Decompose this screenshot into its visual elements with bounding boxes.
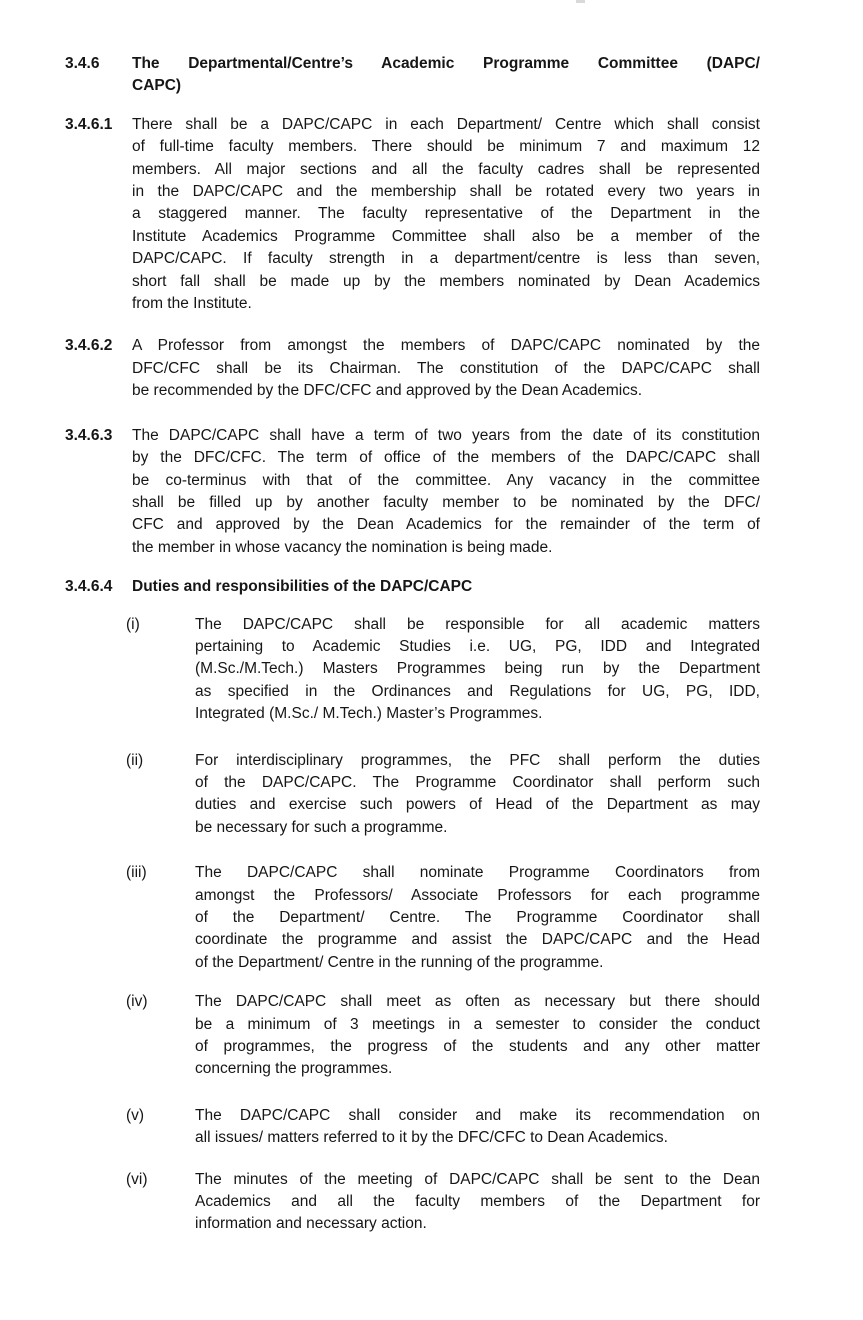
text-line: Institute Academics Programme Committee shall also be a member of the	[132, 227, 760, 245]
section-number: 3.4.6.1	[65, 115, 113, 133]
text-line: DAPC/CAPC. If faculty strength in a department/centre is less than seven,	[132, 250, 760, 268]
text-line: DFC/CFC shall be its Chairman. The constitution of the DAPC/CAPC shall	[132, 359, 760, 377]
text-line: Duties and responsibilities of the DAPC/CAPC	[132, 578, 473, 596]
section-text	[132, 114, 760, 316]
text-line: of the DAPC/CAPC. The Programme Coordinator shall perform such	[195, 773, 760, 791]
list-item	[126, 614, 760, 726]
list-item-text	[195, 991, 760, 1081]
text-line: as specified in the Ordinances and Regulations for UG, PG, IDD,	[195, 682, 760, 700]
text-line: be necessary for such a programme.	[195, 818, 448, 836]
text-line: of full-time faculty members. There should be minimum 7 and maximum 12	[132, 138, 760, 156]
list-item-marker: (vi)	[126, 1170, 148, 1188]
text-line: a staggered manner. The faculty representative of the Department in the	[132, 205, 760, 223]
text-line: The minutes of the meeting of DAPC/CAPC shall be sent to the Dean	[195, 1170, 760, 1188]
list-item	[126, 862, 760, 974]
text-line: be a minimum of 3 meetings in a semester to consider the conduct	[195, 1015, 760, 1033]
list-item-text	[195, 750, 760, 840]
section-3-4-6-2	[65, 335, 760, 402]
list-item-text	[195, 862, 760, 974]
text-line: The Departmental/Centre’s Academic Programme Committee (DAPC/	[132, 55, 760, 72]
list-item-marker: (ii)	[126, 751, 144, 769]
text-line: be recommended by the DFC/CFC and approved by the Dean Academics.	[132, 382, 643, 400]
list-item	[126, 991, 760, 1081]
text-line: CAPC)	[132, 77, 182, 95]
section-heading-text	[132, 576, 760, 598]
section-3-4-6-1	[65, 114, 760, 316]
list-item-marker: (v)	[126, 1106, 145, 1124]
list-item-text	[195, 1169, 760, 1236]
text-line: The DAPC/CAPC shall consider and make its recommendation on	[195, 1106, 760, 1124]
duties-list	[126, 614, 760, 1236]
text-line: pertaining to Academic Studies i.e. UG, PG, IDD and Integrated	[195, 637, 760, 655]
section-text	[132, 335, 760, 402]
text-line: The DAPC/CAPC shall have a term of two years from the date of its constitution	[132, 426, 760, 444]
section-number: 3.4.6.2	[65, 337, 113, 355]
section-heading-text	[132, 53, 760, 98]
text-line: of the Department/ Centre in the running of the programme.	[195, 953, 604, 971]
list-item-marker: (iv)	[126, 993, 148, 1011]
text-line: all issues/ matters referred to it by the DFC/CFC to Dean Academics.	[195, 1129, 668, 1147]
section-number: 3.4.6	[65, 55, 100, 72]
list-item	[126, 1105, 760, 1150]
list-item-text	[195, 1105, 760, 1150]
section-3-4-6-4	[65, 576, 760, 598]
text-line: There shall be a DAPC/CAPC in each Department/ Centre which shall consist	[132, 115, 760, 133]
text-line: duties and exercise such powers of Head of the Department as may	[195, 796, 760, 814]
list-item-marker: (i)	[126, 615, 140, 633]
section-3-4-6	[65, 53, 760, 98]
text-line: shall be filled up by another faculty member to be nominated by the DFC/	[132, 493, 760, 511]
text-line: of programmes, the progress of the students and any other matter	[195, 1038, 760, 1056]
text-line: The DAPC/CAPC shall nominate Programme Coordinators from	[195, 864, 760, 882]
text-line: in the DAPC/CAPC and the membership shall be rotated every two years in	[132, 183, 760, 201]
section-number: 3.4.6.4	[65, 578, 113, 596]
list-item	[126, 750, 760, 840]
text-line: A Professor from amongst the members of DAPC/CAPC nominated by the	[132, 337, 760, 355]
text-line: coordinate the programme and assist the DAPC/CAPC and the Head	[195, 931, 760, 949]
section-text	[132, 425, 760, 559]
list-item-marker: (iii)	[126, 864, 147, 882]
list-item	[126, 1169, 760, 1236]
text-line: short fall shall be made up by the members nominated by Dean Academics	[132, 272, 760, 290]
text-line: (M.Sc./M.Tech.) Masters Programmes being run by the Department	[195, 660, 760, 678]
scan-artifact	[576, 0, 585, 3]
text-line: Academics and all the faculty members of the Department for	[195, 1193, 760, 1211]
text-line: CFC and approved by the Dean Academics for the remainder of the term of	[132, 516, 760, 534]
text-line: Integrated (M.Sc./ M.Tech.) Master’s Programmes.	[195, 705, 543, 723]
text-line: members. All major sections and all the faculty cadres shall be represented	[132, 160, 760, 178]
text-line: be co-terminus with that of the committee. Any vacancy in the committee	[132, 471, 760, 489]
text-line: by the DFC/CFC. The term of office of the members of the DAPC/CAPC shall	[132, 449, 760, 467]
text-line: For interdisciplinary programmes, the PFC shall perform the duties	[195, 751, 760, 769]
list-item-text	[195, 614, 760, 726]
text-line: The DAPC/CAPC shall be responsible for all academic matters	[195, 615, 760, 633]
section-number: 3.4.6.3	[65, 426, 113, 444]
text-line: information and necessary action.	[195, 1215, 427, 1233]
text-line: concerning the programmes.	[195, 1060, 393, 1078]
text-line: the member in whose vacancy the nomination is being made.	[132, 538, 553, 556]
text-line: from the Institute.	[132, 295, 252, 313]
text-line: amongst the Professors/ Associate Professors for each programme	[195, 886, 760, 904]
text-line: of the Department/ Centre. The Programme Coordinator shall	[195, 909, 760, 926]
text-line: The DAPC/CAPC shall meet as often as necessary but there should	[195, 993, 760, 1011]
section-3-4-6-3	[65, 425, 760, 559]
